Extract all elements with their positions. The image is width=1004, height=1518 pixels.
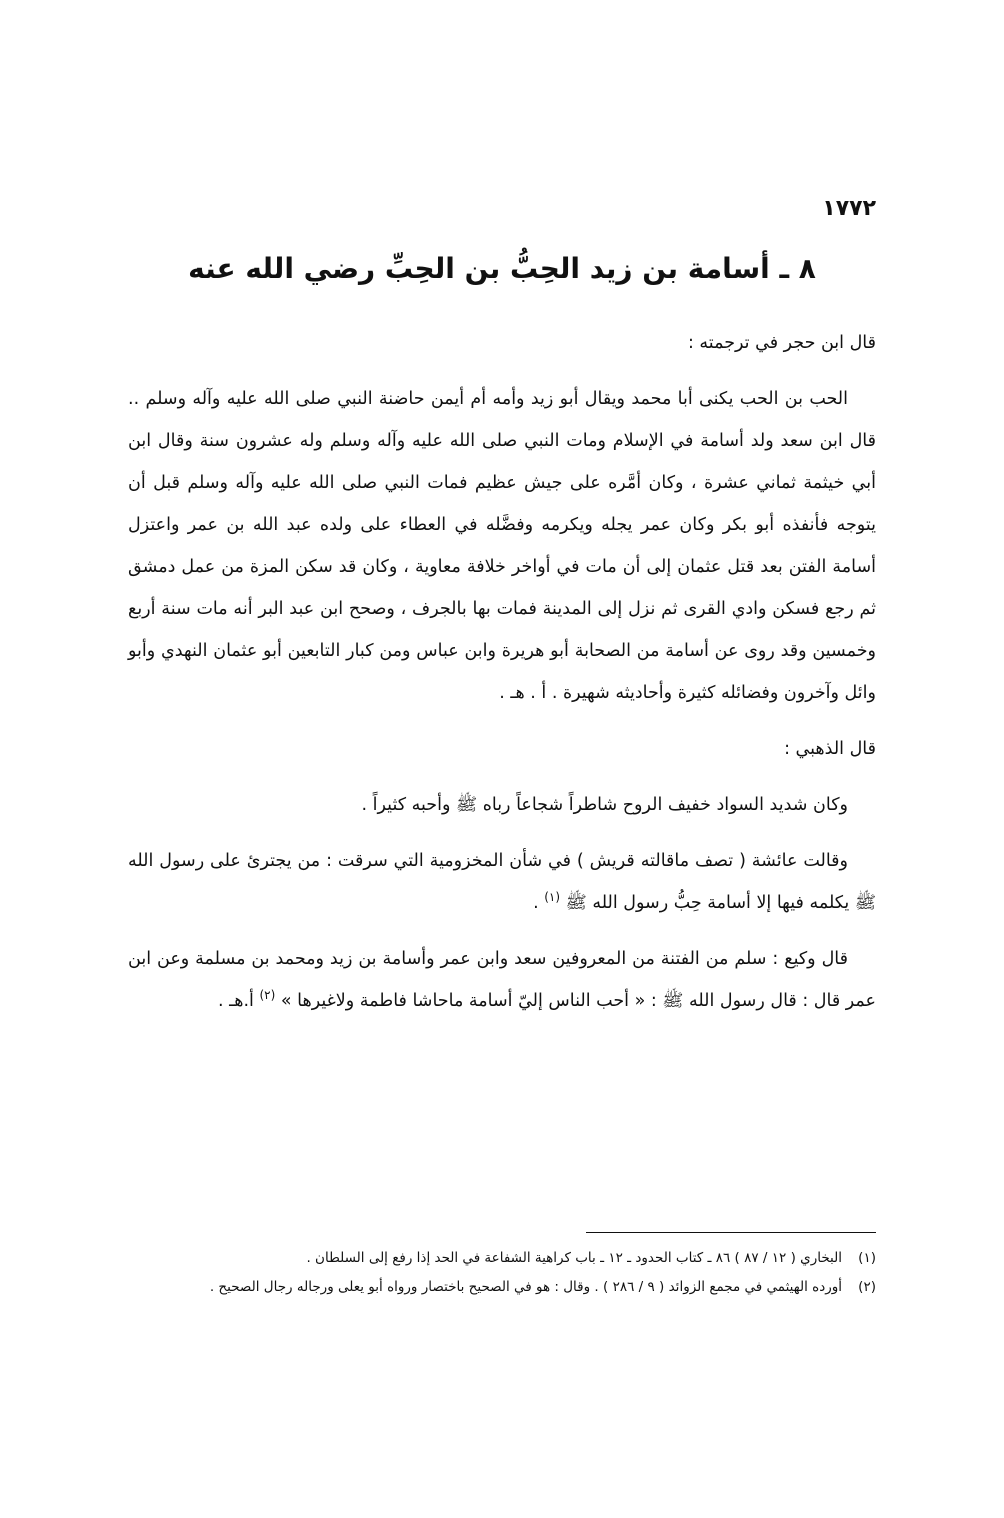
footnote-divider [586, 1232, 876, 1233]
paragraph-waki [128, 938, 876, 1022]
waki-end: أ.هـ . [218, 991, 260, 1011]
footnote-2 [128, 1273, 876, 1302]
dhahabi-heading: قال الذهبي : [784, 739, 876, 759]
intro-line: قال ابن حجر في ترجمته : [687, 333, 876, 353]
footnotes [128, 1244, 876, 1302]
footnote-ref-1[interactable]: (١) [544, 890, 561, 905]
paragraph-aisha [128, 840, 876, 924]
main-body [128, 322, 876, 1022]
paragraph-ibn-hajar: الحب بن الحب يكنى أبا محمد ويقال أبو زيد وأمه أم أيمن حاضنة النبي صلى الله عليه وآله وسلم .. قال ابن سعد ولد أسامة في الإسلام ومات النبي صلى الله عليه وآله وسلم وله عشرون سنة وقال ابن أبي خيثمة ثماني عشرة ، وكان أمَّره على جيش عظيم فمات النبي صلى الله عليه وآله وسلم قبل أن يتوجه فأنفذه أبو بكر وكان عمر يجله ويكرمه وفضَّله في العطاء على ولده عبد الله بن عمر واعتزل أسامة الفتن بعد قتل عثمان إلى أن مات في أواخر خلافة معاوية ، وكان قد سكن المزة من عمل دمشق ثم رجع فسكن وادي القرى ثم نزل إلى المدينة فمات بها بالجرف ، وصحح ابن عبد البر أنه مات سنة أربع وخمسين وقد روى عن أسامة من الصحابة أبو هريرة وابن عباس ومن كبار التابعين أبو عثمان النهدي وأبو وائل وآخرون وفضائله كثيرة وأحاديثه شهيرة . أ . هـ . [128, 389, 876, 703]
page-number: ١٧٧٢ [822, 196, 876, 221]
section-title: ٨ ـ أسامة بن زيد الحِبُّ بن الحِبِّ رضي الله عنه [188, 252, 816, 285]
footnote-text: أورده الهيثمي في مجمع الزوائد ( ٩ / ٢٨٦ ) . وقال : هو في الصحيح باختصار ورواه أبو يعلى ورجاله رجال الصحيح . [209, 1279, 842, 1295]
footnote-ref-2[interactable]: (٢) [259, 988, 276, 1003]
footnote-number: (٢) [858, 1279, 876, 1295]
footnote-1 [128, 1244, 876, 1273]
paragraph-dhahabi: وكان شديد السواد خفيف الروح شاطراً شجاعاً رباه ﷺ وأحبه كثيراً . [361, 795, 848, 815]
aisha-end: . [533, 893, 545, 913]
waki-text: قال وكيع : سلم من الفتنة من المعروفين سعد وابن عمر وأسامة بن زيد ومحمد بن مسلمة وعن ابن عمر قال : قال رسول الله ﷺ : « أحب الناس إليّ أسامة ماحاشا فاطمة ولاغيرها » [128, 949, 876, 1011]
footnote-text: البخاري ( ١٢ / ٨٧ ) ٨٦ ـ كتاب الحدود ـ ١٢ ـ باب كراهية الشفاعة في الحد إذا رفع إلى السلطان . [306, 1250, 842, 1266]
aisha-text: وقالت عائشة ( تصف ماقالته قريش ) في شأن المخزومية التي سرقت : من يجترئ على رسول الله ﷺ يكلمه فيها إلا أسامة حِبُّ رسول الله ﷺ [128, 851, 876, 913]
footnote-number: (١) [858, 1250, 876, 1266]
